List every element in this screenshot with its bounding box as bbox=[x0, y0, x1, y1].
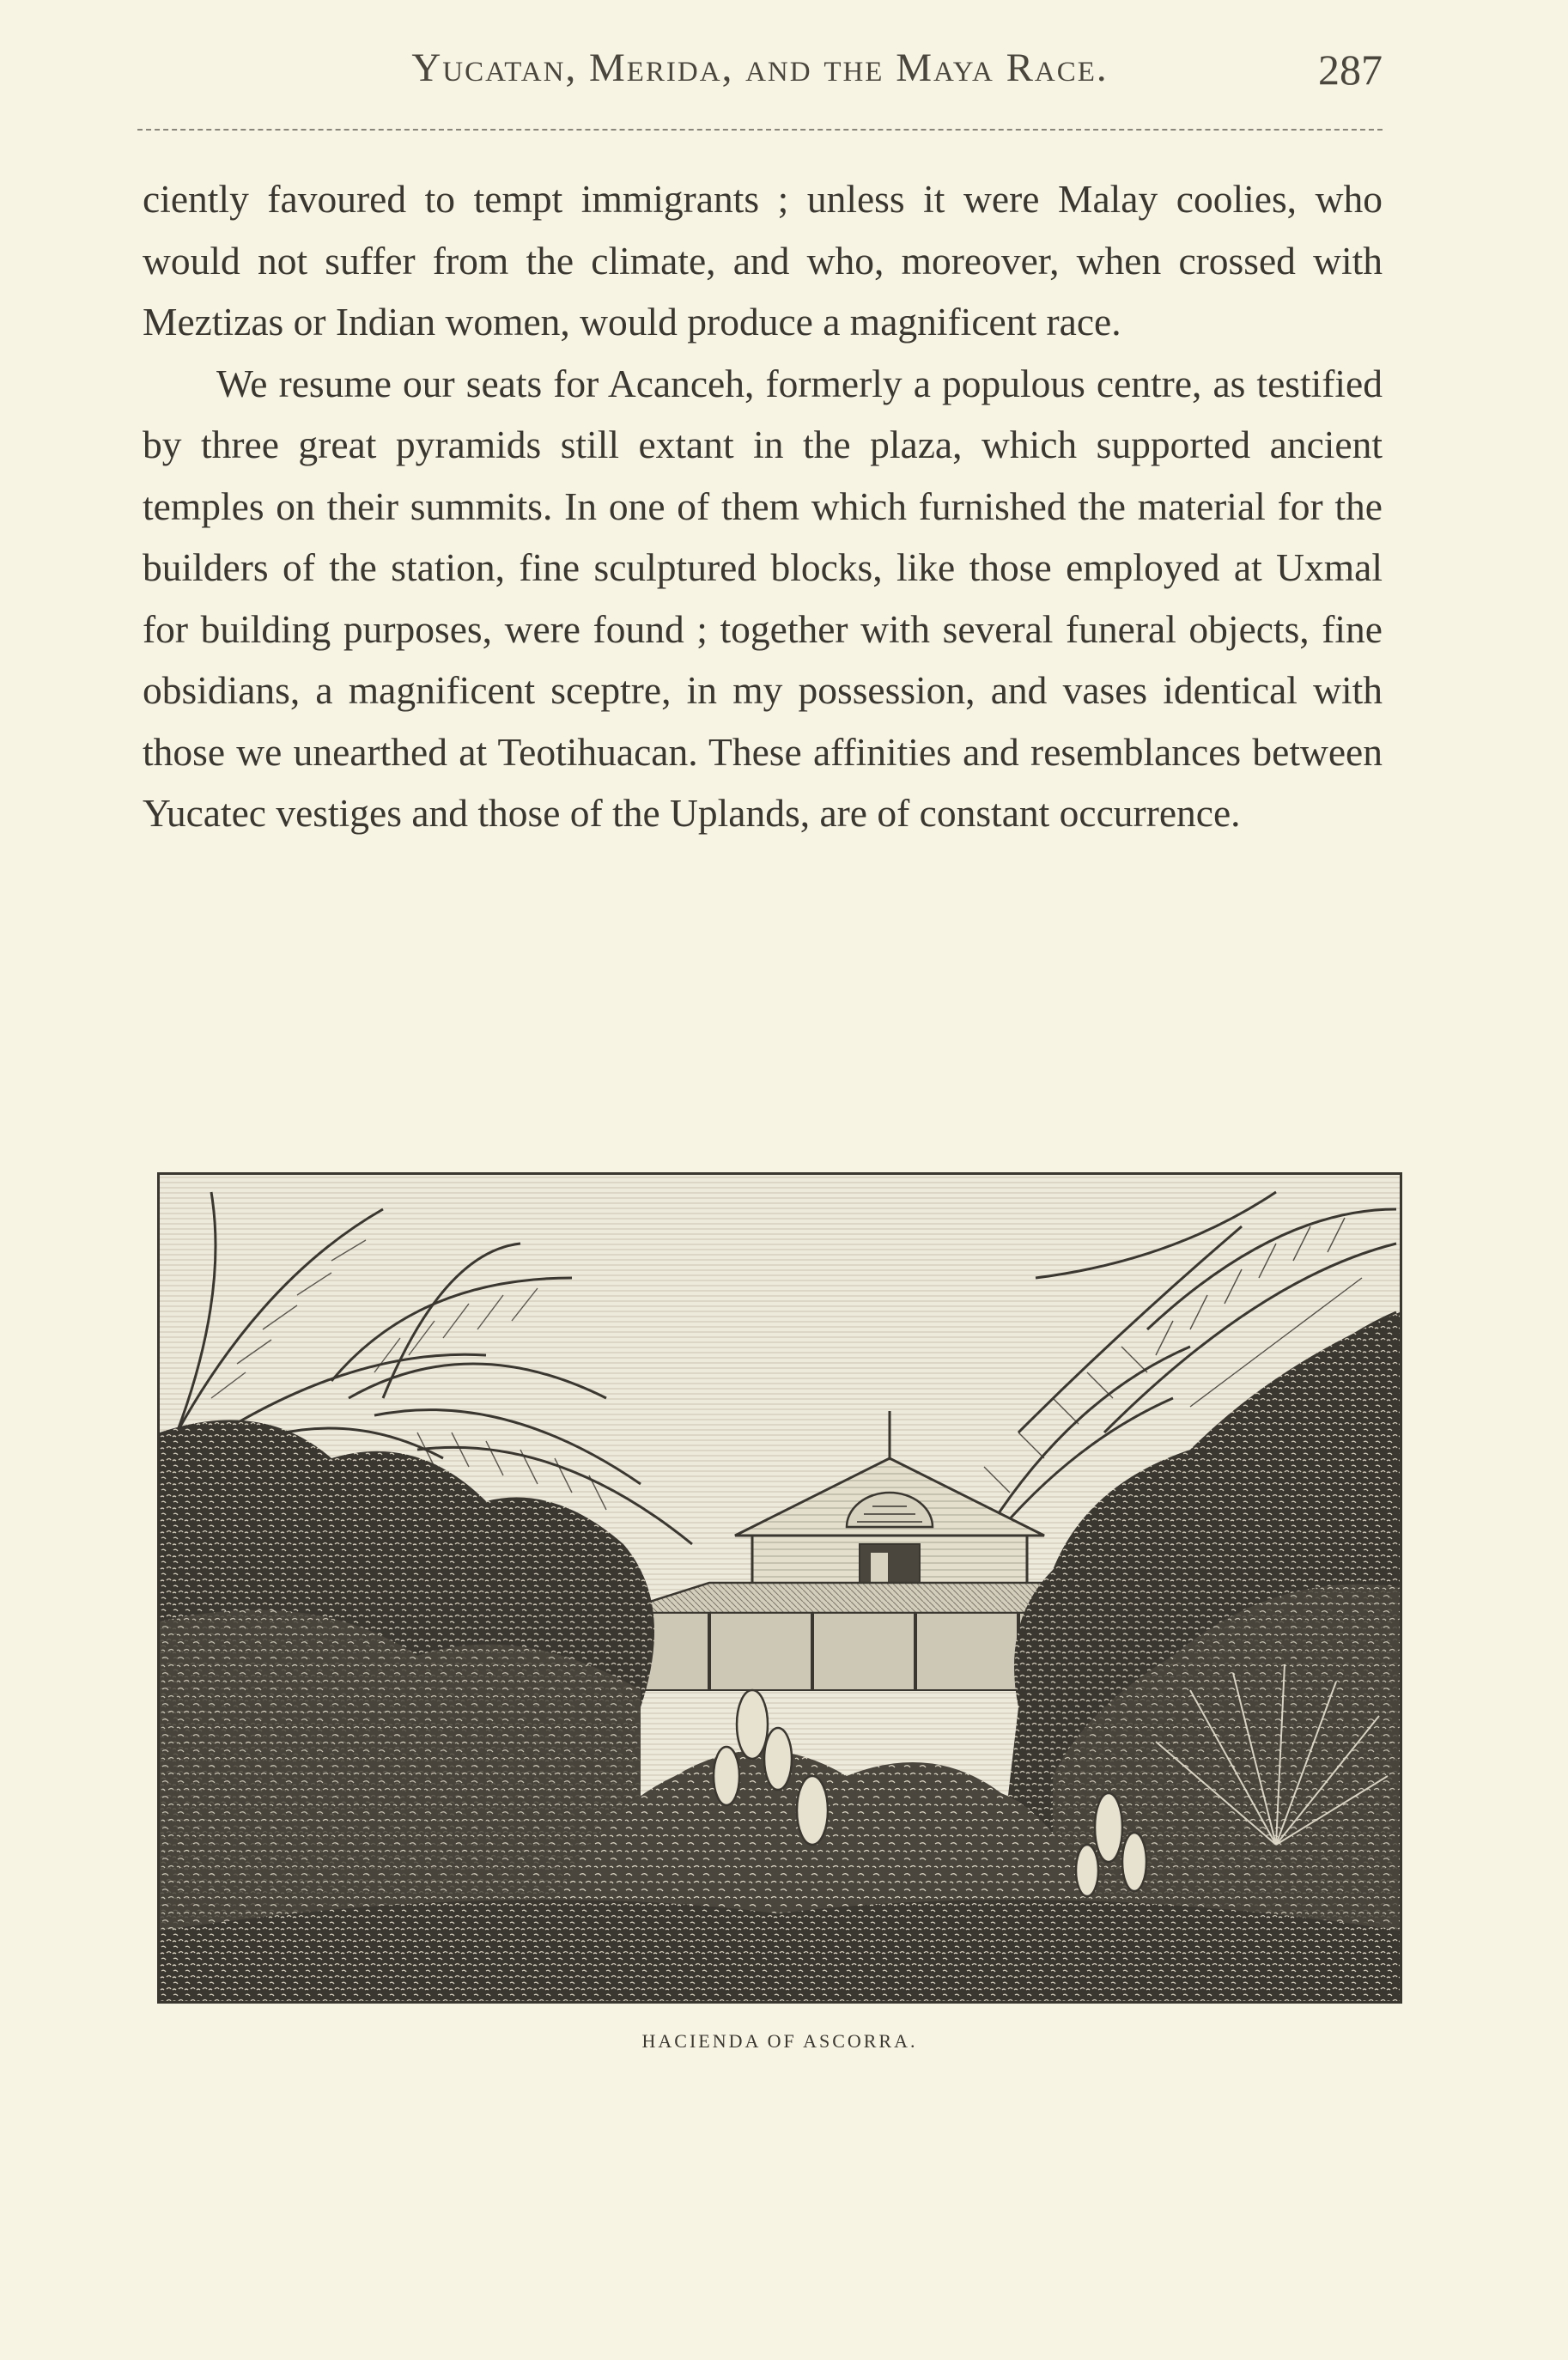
running-head bbox=[137, 45, 1383, 105]
paragraph-2: We resume our seats for Acanceh, formerly a populous centre, as testified by three great pyramids still extant in the plaza, which supported ancient temples on their summits. In one of them which furnished the material for the builders of the station, fine sculptured blocks, like those employed at Uxmal for building purposes, were found ; together with several funeral objects, fine obsidians, a magnificent sceptre, in my possession, and vases identical with those we unearthed at Teotihuacan. These affinities and resemblances between Yucatec vestiges and those of the Uplands, are of constant occurrence. bbox=[143, 361, 1383, 835]
body-text bbox=[143, 168, 1383, 844]
paragraph-1: ciently favoured to tempt immigrants ; unless it were Malay coolies, who would not suffer from the climate, and who, moreover, when crossed with Meztizas or Indian women, would produce a magnificent race. bbox=[143, 177, 1383, 344]
figure-caption: HACIENDA OF ASCORRA. bbox=[641, 2030, 918, 2052]
header-rule bbox=[137, 129, 1383, 131]
running-title: Yucatan, Merida, and the Maya Race. bbox=[411, 46, 1109, 90]
engraving-illustration bbox=[160, 1175, 1400, 2001]
engraving-hacienda bbox=[157, 1172, 1402, 2004]
page-number: 287 bbox=[1318, 46, 1383, 94]
